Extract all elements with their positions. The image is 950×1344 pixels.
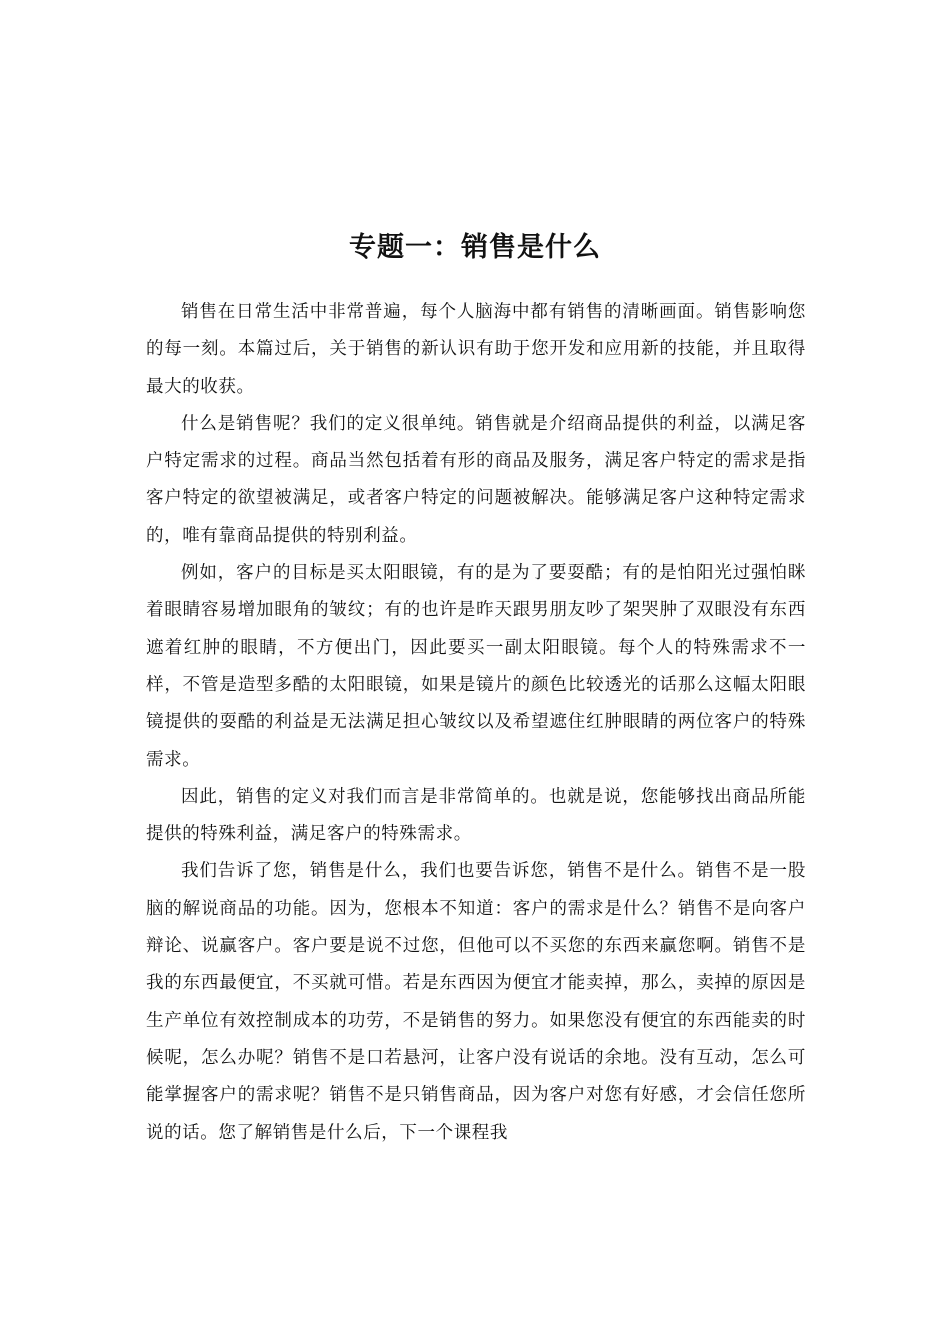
paragraph-2: 什么是销售呢？我们的定义很单纯。销售就是介绍商品提供的利益，以满足客户特定需求的过程。商品当然包括着有形的商品及服务，满足客户特定的需求是指客户特定的欲望被满足，或者客户特定的问题被解决。能够满足客户这种特定需求的，唯有靠商品提供的特别利益。 [146, 413, 806, 546]
paragraph-1: 销售在日常生活中非常普遍，每个人脑海中都有销售的清晰画面。销售影响您的每一刻。本篇过后，关于销售的新认识有助于您开发和应用新的技能，并且取得最大的收获。 [146, 302, 806, 397]
page-title: 专题一：销售是什么 [349, 232, 601, 263]
document-body [146, 294, 806, 1152]
paragraph-4: 因此，销售的定义对我们而言是非常简单的。也就是说，您能够找出商品所能提供的特殊利益，满足客户的特殊需求。 [146, 786, 806, 845]
paragraph-5: 我们告诉了您，销售是什么，我们也要告诉您，销售不是什么。销售不是一股脑的解说商品的功能。因为，您根本不知道：客户的需求是什么？销售不是向客户辩论、说赢客户。客户要是说不过您，但他可以不买您的东西来赢您啊。销售不是我的东西最便宜，不买就可惜。若是东西因为便宜才能卖掉，那么，卖掉的原因是生产单位有效控制成本的功劳，不是销售的努力。如果您没有便宜的东西能卖的时候呢，怎么办呢？销售不是口若悬河，让客户没有说话的余地。没有互动，怎么可能掌握客户的需求呢？销售不是只销售商品，因为客户对您有好感，才会信任您所说的话。您了解销售是什么后，下一个课程我 [146, 861, 806, 1143]
paragraph-3: 例如，客户的目标是买太阳眼镜，有的是为了要耍酷；有的是怕阳光过强怕眯着眼睛容易增加眼角的皱纹；有的也许是昨天跟男朋友吵了架哭肿了双眼没有东西遮着红肿的眼睛，不方便出门，因此要买一副太阳眼镜。每个人的特殊需求不一样，不管是造型多酷的太阳眼镜，如果是镜片的颜色比较透光的话那么这幅太阳眼镜提供的耍酷的利益是无法满足担心皱纹以及希望遮住红肿眼睛的两位客户的特殊需求。 [146, 563, 806, 770]
